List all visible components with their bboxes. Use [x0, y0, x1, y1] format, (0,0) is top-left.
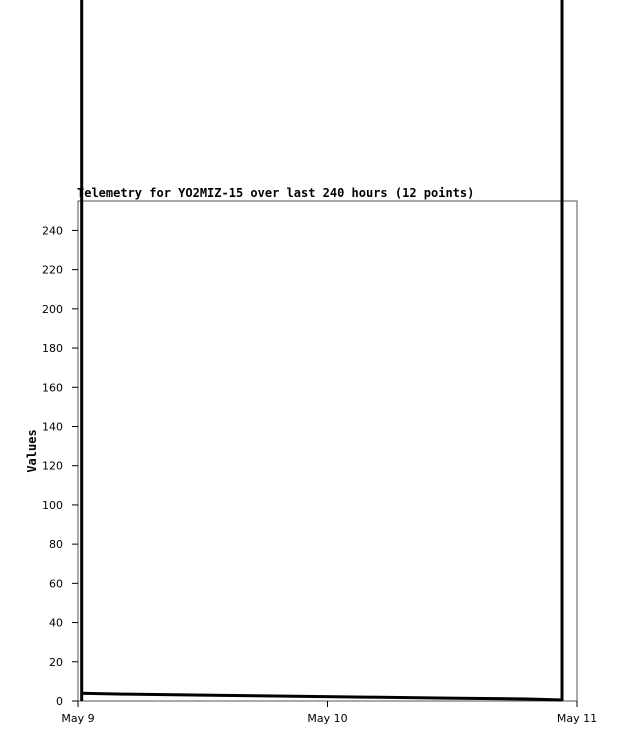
y-tick-label: 220	[42, 263, 63, 277]
y-tick-label: 80	[49, 538, 63, 552]
y-tick-label: 120	[42, 459, 63, 473]
series-layer	[81, 0, 563, 701]
x-tick-label: May 11	[556, 712, 598, 725]
y-tick-label: 140	[42, 420, 63, 434]
y-tick-label: 200	[42, 302, 63, 316]
x-tick-label: May 9	[61, 712, 95, 725]
y-tick-label: 40	[49, 616, 63, 630]
y-tick-label: 0	[56, 695, 63, 708]
plot-frame	[78, 201, 577, 701]
y-axis-label: Values	[25, 429, 39, 473]
y-tick-label: 20	[49, 655, 63, 669]
y-tick-label: 240	[42, 224, 63, 238]
x-tick-label: May 10	[307, 712, 348, 725]
y-axis	[42, 224, 78, 708]
series-line-0	[81, 693, 563, 700]
chart-title: Telemetry for YO2MIZ-15 over last 240 hours (12 points)	[77, 186, 475, 200]
x-axis	[61, 701, 597, 725]
y-tick-label: 160	[42, 381, 63, 395]
y-tick-label: 180	[42, 342, 63, 356]
y-tick-label: 60	[49, 577, 63, 591]
y-tick-label: 100	[42, 498, 63, 512]
